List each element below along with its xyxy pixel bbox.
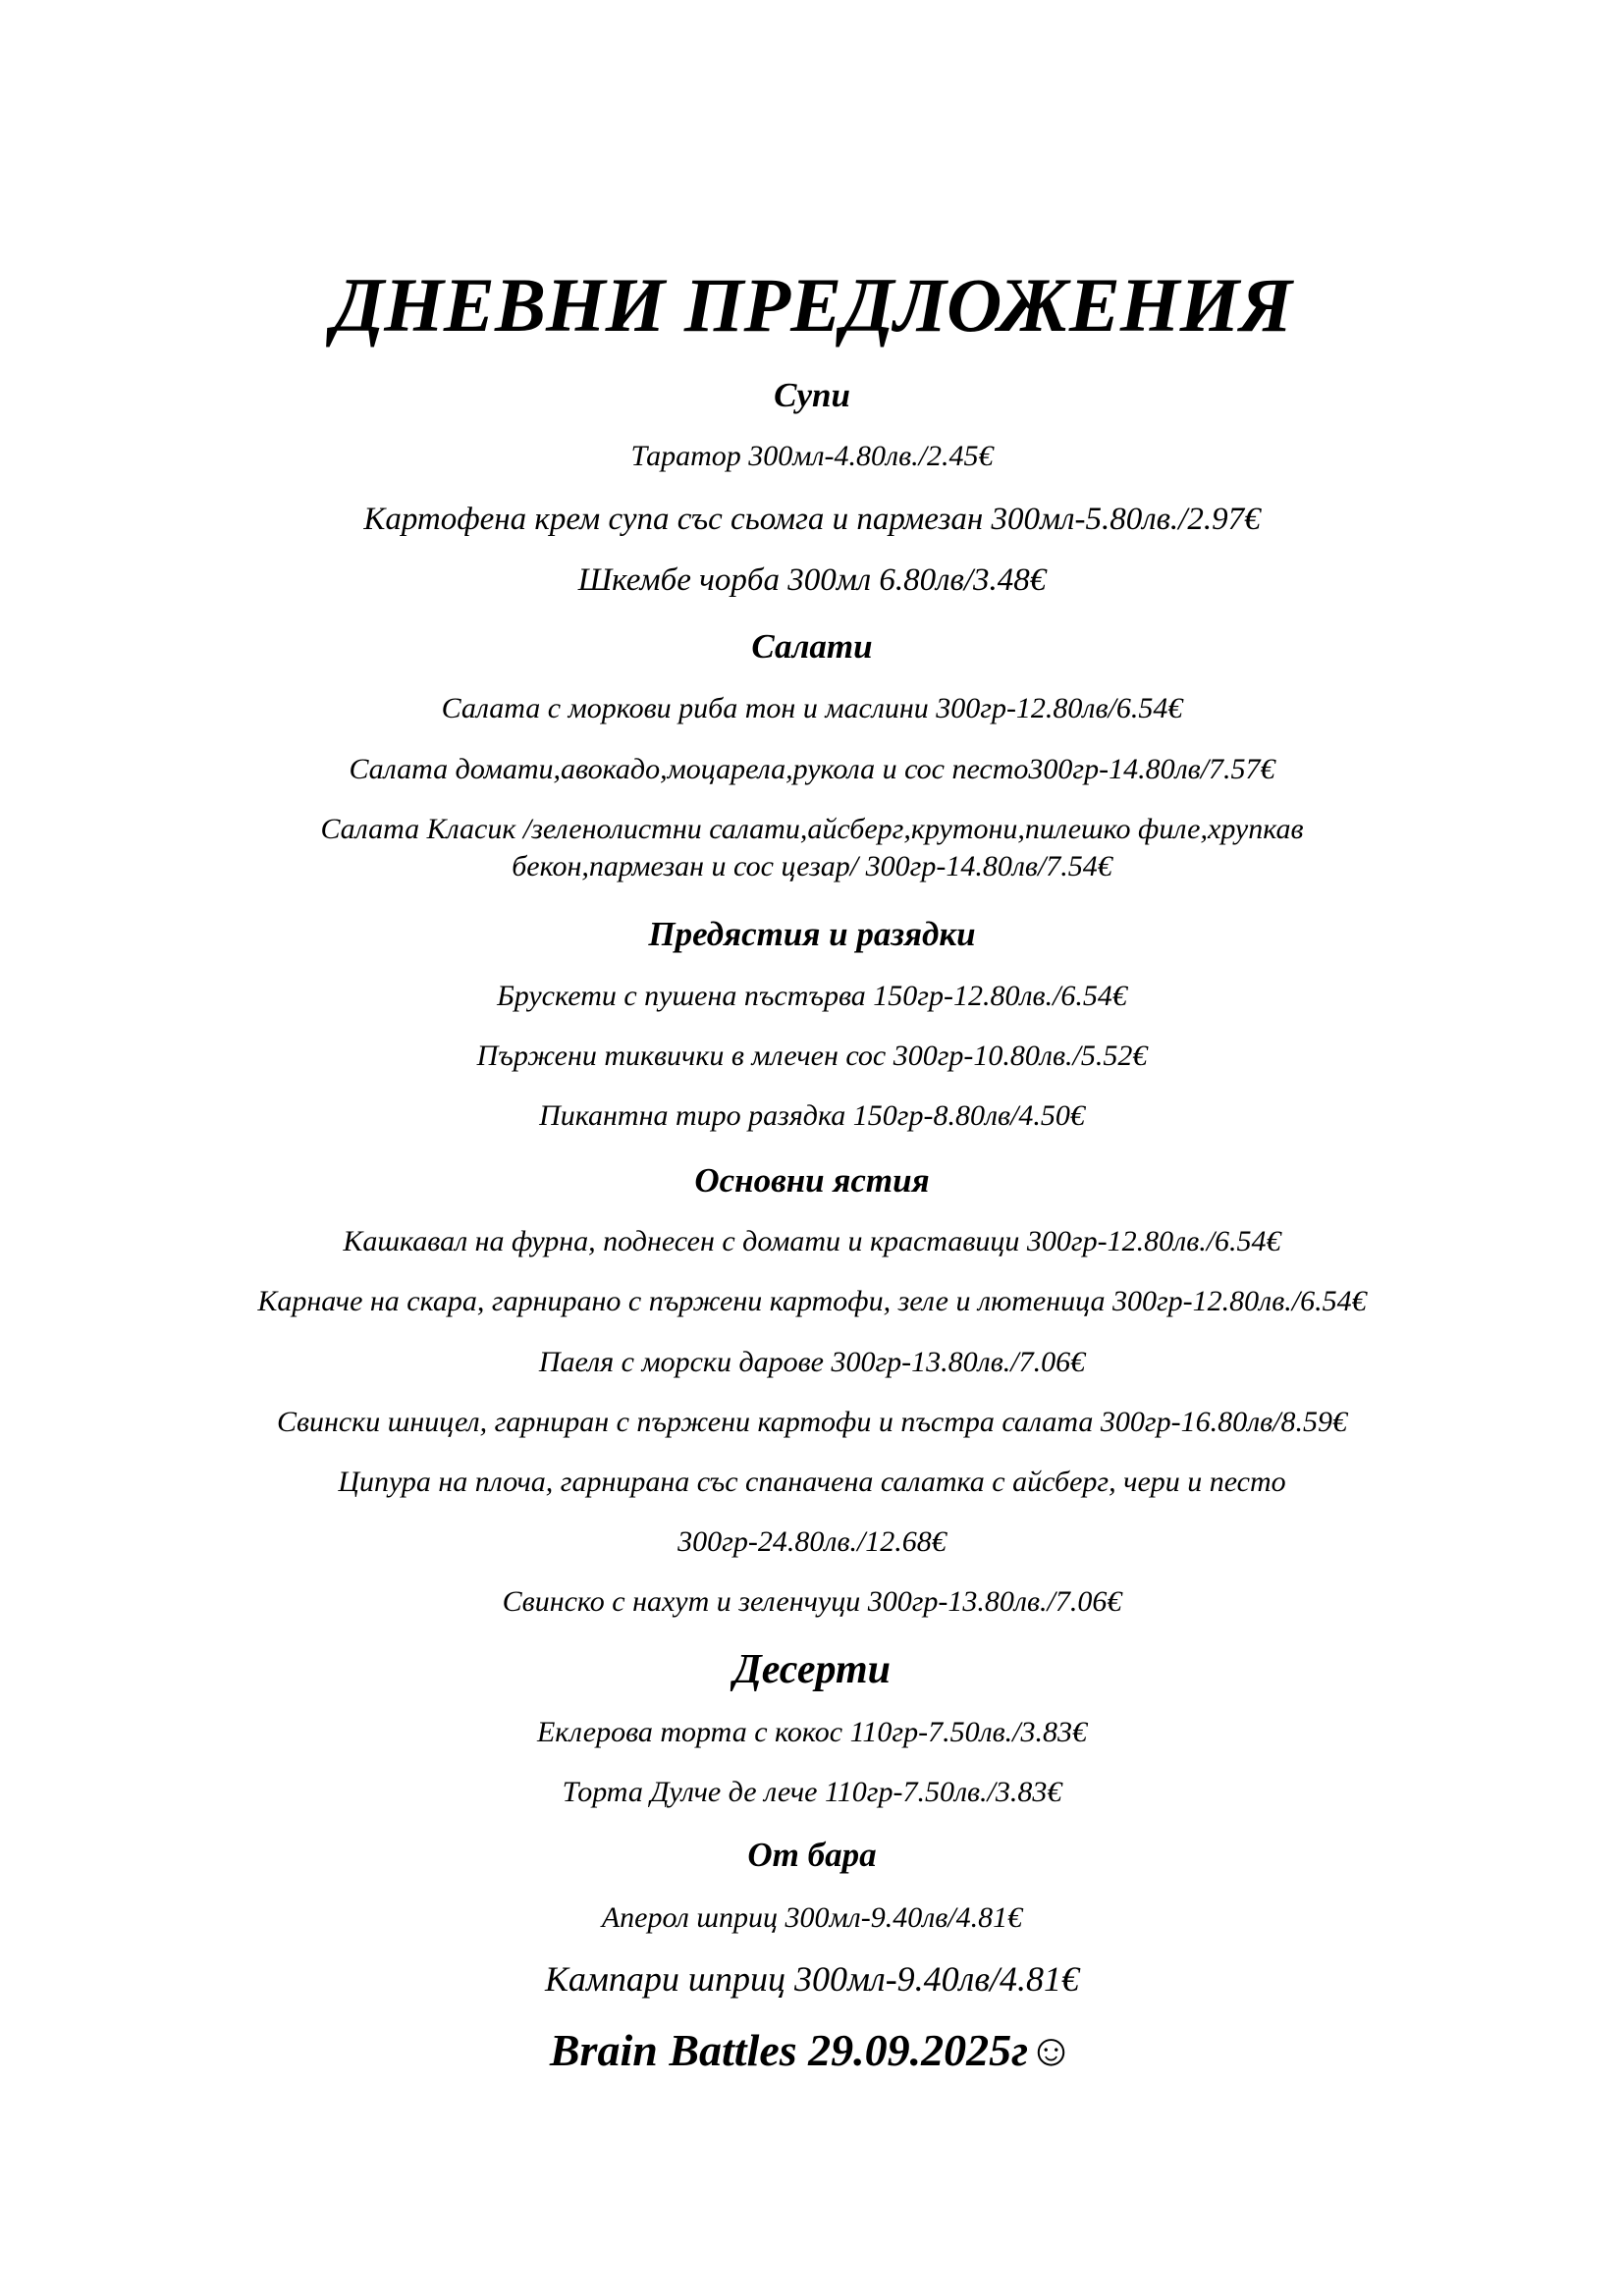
menu-item: Еклерова торта с кокос 110гр-7.50лв./3.83€ <box>536 1716 1088 1748</box>
menu-item: Паеля с морски дарове 300гр-13.80лв./7.06€ <box>538 1346 1086 1378</box>
menu-item: Свински шницел, гарниран с пържени картофи и пъстра салата 300гр-16.80лв/8.59€ <box>276 1406 1348 1438</box>
menu-item: Таратор 300мл-4.80лв./2.45€ <box>630 440 994 472</box>
menu-item: Свинско с нахут и зеленчуци 300гр-13.80лв./7.06€ <box>502 1585 1122 1618</box>
page-title: ДНЕВНИ ПРЕДЛОЖЕНИЯ <box>331 262 1293 347</box>
menu-item: Шкембе чорба 300мл 6.80лв/3.48€ <box>577 562 1047 598</box>
section-heading-soups: Супи <box>774 376 850 414</box>
menu-item: Пикантна тиро разядка 150гр-8.80лв/4.50€ <box>539 1099 1085 1132</box>
menu-item: Ципура на плоча, гарнирана със спаначена салатка с айсберг, чери и песто <box>338 1466 1286 1498</box>
menu-item: Салата домати,авокадо,моцарела,рукола и сос песто300гр-14.80лв/7.57€ <box>349 753 1275 785</box>
section-heading-mains: Основни ястия <box>694 1161 930 1200</box>
menu-item: Салата с моркови риба тон и маслини 300гр-12.80лв/6.54€ <box>441 692 1183 724</box>
menu-item: Кампари шприц 300мл-9.40лв/4.81€ <box>544 1959 1080 1999</box>
section-heading-starters: Предястия и разядки <box>648 915 976 953</box>
menu-item: Брускети с пушена пъстърва 150гр-12.80лв./6.54€ <box>497 980 1127 1012</box>
menu-item: Салата Класик /зеленолистни салати,айсберг,крутони,пилешко филе,хрупкав <box>320 813 1304 845</box>
menu-item: Торта Дулче де лече 110гр-7.50лв./3.83€ <box>562 1776 1062 1808</box>
section-heading-bar: От бара <box>747 1836 877 1874</box>
menu-item: Пържени тиквички в млечен сос 300гр-10.80лв./5.52€ <box>476 1040 1148 1072</box>
menu-item: Картофена крем супа със сьомга и пармезан 300мл-5.80лв./2.97€ <box>363 502 1261 537</box>
menu-item-continued: 300гр-24.80лв./12.68€ <box>677 1525 947 1558</box>
menu-item: Кашкавал на фурна, поднесен с домати и краставици 300гр-12.80лв./6.54€ <box>343 1225 1281 1257</box>
menu-item: Карначе на скара, гарнирано с пържени картофи, зеле и лютеница 300гр-12.80лв./6.54€ <box>257 1285 1367 1317</box>
menu-item-continued: бекон,пармезан и сос цезар/ 300гр-14.80лв/7.54€ <box>512 850 1112 882</box>
event-announcement: Brain Battles 29.09.2025г☺ <box>549 2025 1075 2075</box>
menu-item: Аперол шприц 300мл-9.40лв/4.81€ <box>601 1901 1023 1934</box>
section-heading-desserts: Десерти <box>733 1647 891 1692</box>
section-heading-salads: Салати <box>751 627 873 666</box>
